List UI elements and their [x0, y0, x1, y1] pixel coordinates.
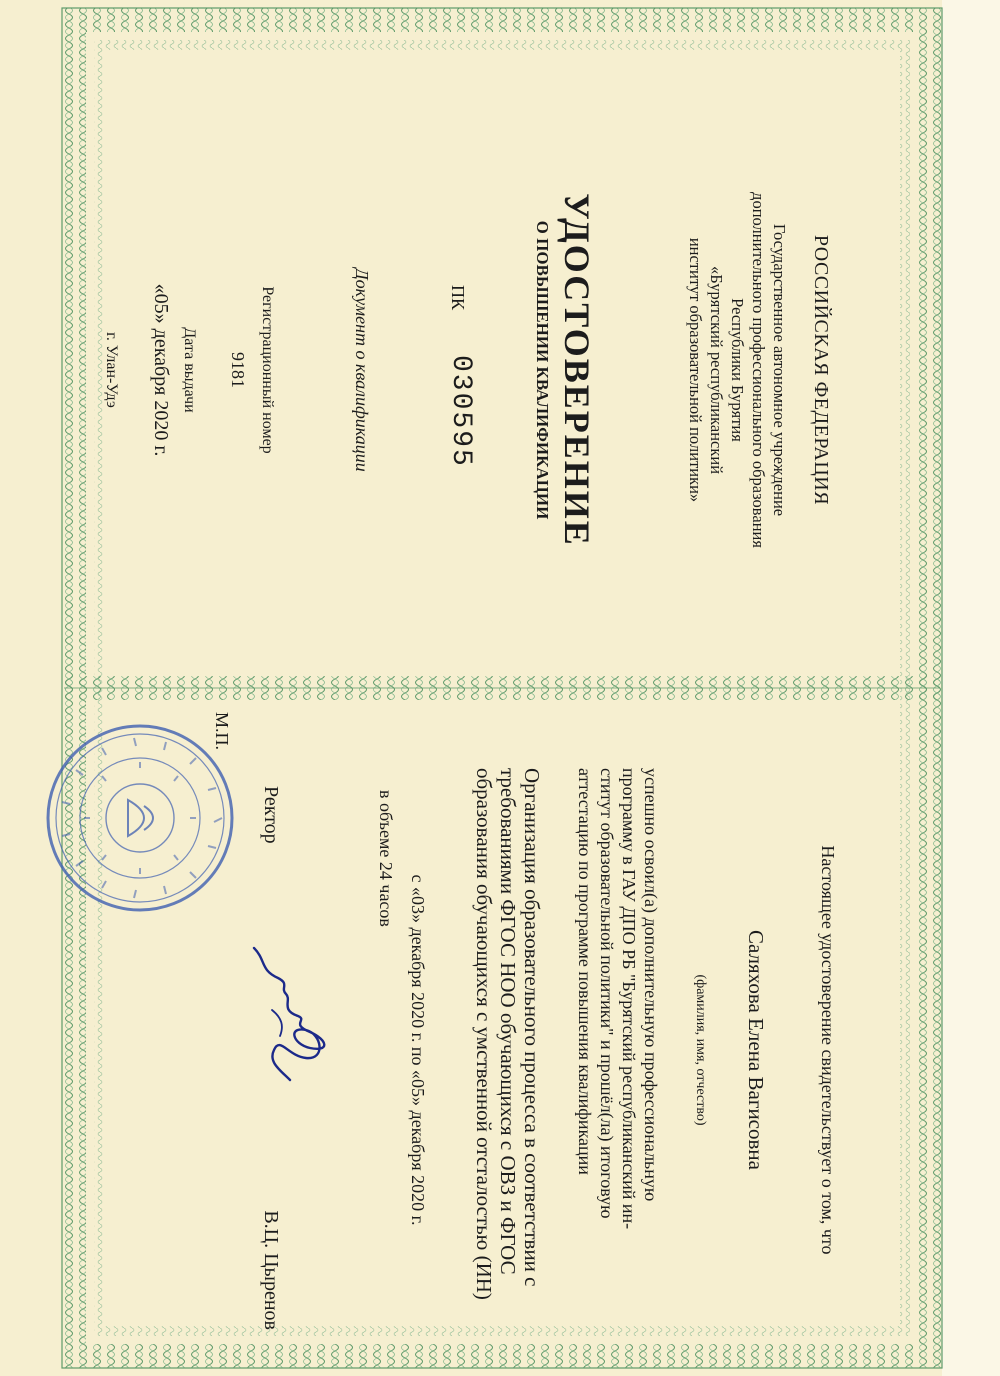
completion-line: успешно освоил(а) дополнительную профессиональную: [641, 768, 661, 1202]
registration-label: Регистрационный номер: [259, 286, 276, 454]
issue-date: «05» декабря 2020 г.: [150, 283, 172, 457]
program-title: [472, 768, 544, 1328]
name-hint: (фамилия, имя, отчество): [693, 974, 708, 1126]
certificate-title: УДОСТОВЕРЕНИЕ: [557, 193, 597, 547]
completion-line: программу в ГАУ ДПО РБ "Бурятский республиканский ин-: [619, 768, 639, 1230]
issuer-line: Государственное автономное учреждение: [770, 223, 789, 517]
registration-number: 9181: [228, 352, 248, 388]
series-label: ПК: [448, 285, 468, 311]
training-volume: в объеме 24 часов: [376, 790, 396, 927]
issuer-line: институт образовательной политики»: [686, 237, 705, 503]
completion-statement: [574, 768, 662, 1328]
program-line: требованиями ФГОС НОО обучающихся с ОВЗ и ФГОС: [496, 768, 520, 1275]
issuer-line: «Бурятский республиканский: [707, 265, 726, 475]
signer-name: В.Ц. Цыренов: [260, 1210, 282, 1330]
signer-title: Ректор: [260, 786, 282, 844]
certificate-subtitle: О ПОВЫШЕНИИ КВАЛИФИКАЦИИ: [533, 220, 552, 520]
issuer-block: [685, 140, 790, 600]
program-line: Организация образовательного процесса в соответствии с: [520, 768, 544, 1287]
issue-date-label: Дата выдачи: [181, 327, 198, 413]
completion-line: ститут образовательной политики" и прошёл(ла) итоговую: [597, 768, 617, 1219]
program-line: образования обучающихся с умственной отсталостью (ИН): [472, 768, 496, 1300]
intro-text: Настоящее удостоверение свидетельствует о том, что: [818, 845, 838, 1255]
stamp-place-mark: М.П.: [212, 712, 232, 751]
official-seal-image: [40, 718, 240, 918]
person-name: Саляхова Елена Вагисовна: [744, 930, 768, 1170]
country-heading: РОССИЙСКАЯ ФЕДЕРАЦИЯ: [810, 234, 832, 506]
issue-city: г. Улан-Удэ: [103, 332, 120, 408]
document-type: Документ о квалификации: [352, 268, 372, 472]
signature-image: [210, 940, 350, 1100]
completion-line: аттестацию по программе повышения квалификации: [575, 768, 595, 1175]
issuer-line: Республики Бурятия: [728, 298, 747, 442]
issuer-line: дополнительного профессионального образования: [749, 192, 768, 548]
training-period: с «03» декабря 2020 г. по «05» декабря 2020 г.: [408, 874, 428, 1226]
certificate-number: 030595: [445, 355, 476, 468]
